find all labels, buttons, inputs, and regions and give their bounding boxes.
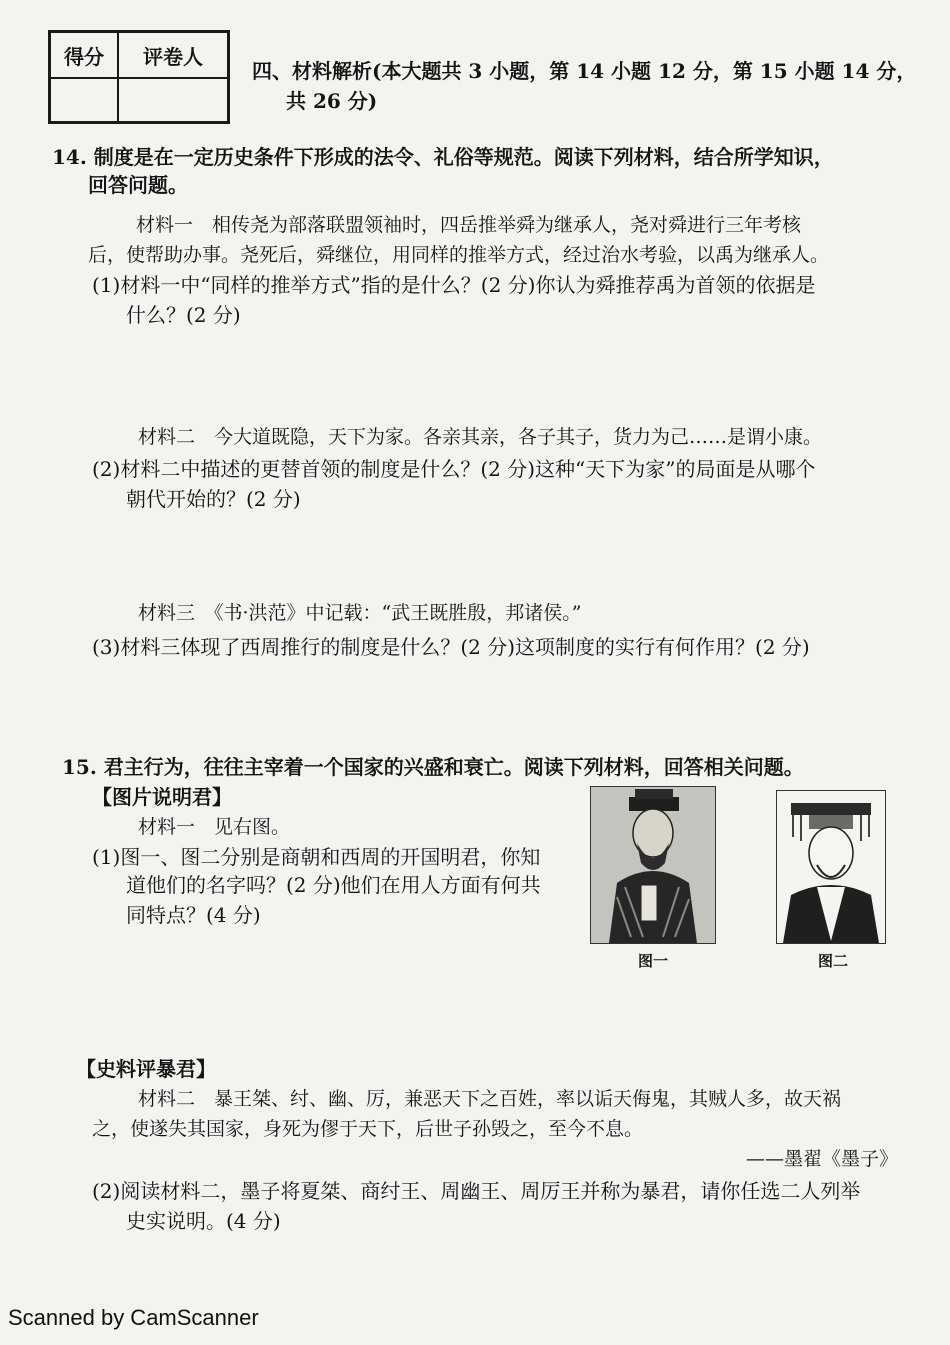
q14-material1-line2: 后，使帮助办事。尧死后，舜继位，用同样的推举方式，经过治水考验，以禹为继承人。 — [88, 244, 830, 266]
q15-material2-line1: 材料二 暴王桀、纣、幽、厉，兼恶天下之百姓，率以诟天侮鬼，其贼人多，故天祸 — [138, 1088, 842, 1110]
figure2-caption: 图二 — [818, 952, 849, 970]
q15-part1-line1: (1)图一、图二分别是商朝和西周的开国明君，你知 — [92, 845, 541, 869]
q15-part2-line1: (2)阅读材料二，墨子将夏桀、商纣王、周幽王、周厉王并称为暴君，请你任选二人列举 — [92, 1179, 861, 1203]
q14-part1-line2: 什么？(2 分) — [126, 303, 241, 327]
q14-part2-line1: (2)材料二中描述的更替首领的制度是什么？(2 分)这种“天下为家”的局面是从哪个 — [92, 457, 816, 481]
q15-tag-sources: 【史料评暴君】 — [76, 1057, 216, 1081]
figure2-portrait-icon — [777, 791, 885, 943]
q14-material1-line1: 材料一 相传尧为部落联盟领袖时，四岳推举舜为继承人，尧对舜进行三年考核 — [136, 214, 802, 236]
q15-material1: 材料一 见右图。 — [138, 816, 291, 838]
q15-stem: 15. 君主行为，往往主宰着一个国家的兴盛和衰亡。阅读下列材料，回答相关问题。 — [62, 755, 804, 779]
grader-cell — [118, 78, 228, 122]
q14-material3: 材料三 《书·洪范》中记载：“武王既胜殷，邦诸侯。” — [138, 602, 582, 624]
score-table — [48, 30, 230, 124]
q14-stem-line2: 回答问题。 — [88, 173, 188, 197]
q15-part1-line2: 道他们的名字吗？(2 分)他们在用人方面有何共 — [126, 873, 541, 897]
figure1-portrait — [590, 786, 716, 944]
grader-header: 评卷人 — [118, 32, 228, 78]
score-cell — [50, 78, 118, 122]
q14-stem-line1: 14. 制度是在一定历史条件下形成的法令、礼俗等规范。阅读下列材料，结合所学知识， — [52, 145, 834, 169]
q15-part1-line3: 同特点？(4 分) — [126, 903, 261, 927]
scanner-watermark: Scanned by CamScanner — [8, 1305, 259, 1330]
section-title-line2: 共 26 分) — [286, 89, 378, 113]
q15-material2-source: ——墨翟《墨子》 — [746, 1148, 899, 1170]
q14-part3: (3)材料三体现了西周推行的制度是什么？(2 分)这项制度的实行有何作用？(2 分) — [92, 635, 810, 659]
figure1-portrait-icon — [591, 787, 715, 943]
figure1-caption: 图一 — [638, 952, 669, 970]
q15-tag-picture: 【图片说明君】 — [92, 785, 232, 809]
q15-part2-line2: 史实说明。(4 分) — [126, 1209, 281, 1233]
score-header: 得分 — [50, 32, 118, 78]
section-title-line1: 四、材料解析(本大题共 3 小题，第 14 小题 12 分，第 15 小题 14 分， — [252, 59, 917, 83]
q15-material2-line2: 之，使遂失其国家，身死为僇于天下，后世子孙毁之，至今不息。 — [92, 1118, 644, 1140]
q14-part1-line1: (1)材料一中“同样的推举方式”指的是什么？(2 分)你认为舜推荐禹为首领的依据是 — [92, 273, 816, 297]
figure2-portrait — [776, 790, 886, 944]
q14-part2-line2: 朝代开始的？(2 分) — [126, 487, 301, 511]
q14-material2: 材料二 今大道既隐，天下为家。各亲其亲，各子其子，货力为己……是谓小康。 — [138, 426, 823, 448]
